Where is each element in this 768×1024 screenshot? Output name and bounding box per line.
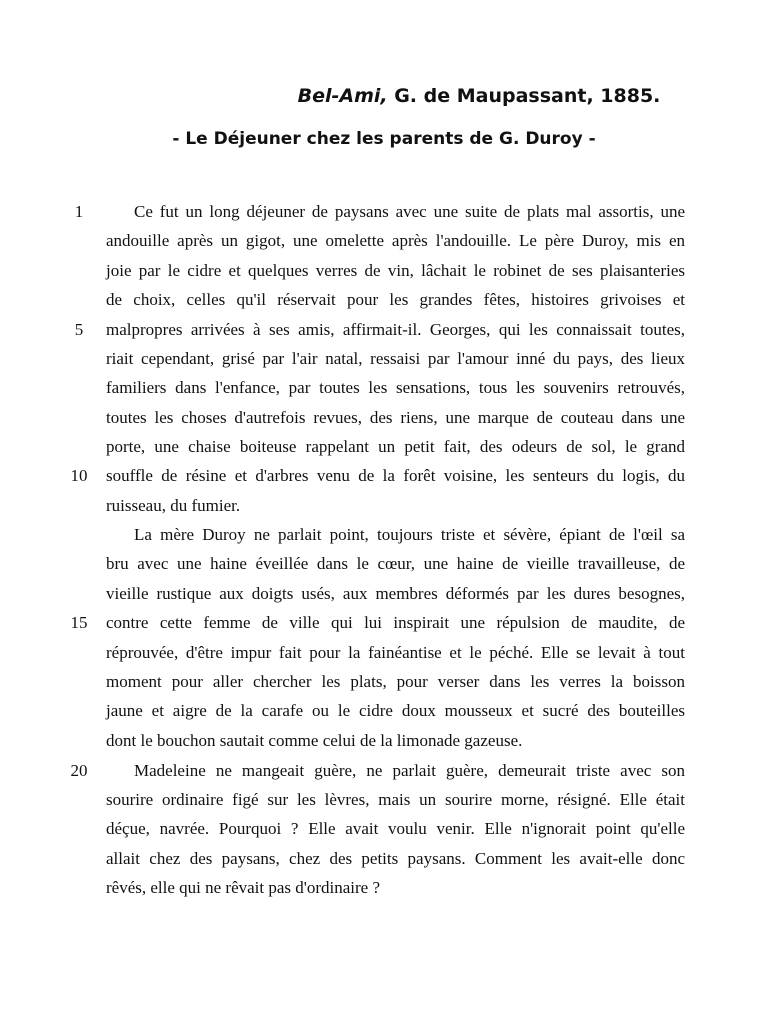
text-line: dont le bouchon sautait comme celui de la limonade gazeuse. bbox=[106, 731, 523, 750]
text-line: familiers dans l'enfance, par toutes les sensations, tous les souvenirs retrouvés, bbox=[106, 378, 685, 397]
text-line: jaune et aigre de la carafe ou le cidre doux mousseux et sucré des bouteilles bbox=[106, 701, 685, 720]
text-line: allait chez des paysans, chez des petits paysans. Comment les avait-elle donc bbox=[106, 849, 685, 868]
text-line: joie par le cidre et quelques verres de vin, lâchait le robinet de ses plaisanteries bbox=[106, 261, 685, 280]
line-number: 20 bbox=[70, 761, 88, 780]
text-line: ruisseau, du fumier. bbox=[106, 496, 241, 515]
text-line: déçue, navrée. Pourquoi ? Elle avait voulu venir. Elle n'ignorait point qu'elle bbox=[106, 819, 685, 838]
line-number: 5 bbox=[74, 320, 84, 339]
document-subtitle: - Le Déjeuner chez les parents de G. Duroy - bbox=[172, 129, 596, 149]
text-line: porte, une chaise boiteuse rappelant un petit fait, des odeurs de sol, le grand bbox=[106, 437, 685, 456]
text-line: vieille rustique aux doigts usés, aux membres déformés par les dures besognes, bbox=[106, 584, 685, 603]
text-line: toutes les choses d'autrefois revues, des riens, une marque de couteau dans une bbox=[106, 408, 685, 427]
text-line: Ce fut un long déjeuner de paysans avec une suite de plats mal assortis, une bbox=[134, 202, 685, 221]
line-number: 15 bbox=[70, 613, 88, 632]
text-line: de choix, celles qu'il réservait pour les grandes fêtes, histoires grivoises et bbox=[106, 290, 685, 309]
text-line: riait cependant, grisé par l'air natal, ressaisi par l'amour inné du pays, des lieux bbox=[106, 349, 685, 368]
line-number: 1 bbox=[74, 202, 84, 221]
text-line: moment pour aller chercher les plats, pour verser dans les verres la boisson bbox=[106, 672, 685, 691]
title-rest: G. de Maupassant, 1885. bbox=[387, 85, 661, 107]
text-line: réprouvée, d'être impur fait pour la fainéantise et le péché. Elle se levait à tout bbox=[106, 643, 685, 662]
text-line: contre cette femme de ville qui lui inspirait une répulsion de maudite, de bbox=[106, 613, 685, 632]
text-line: rêvés, elle qui ne rêvait pas d'ordinaire ? bbox=[106, 878, 381, 897]
title-italic: Bel-Ami, bbox=[297, 85, 388, 107]
text-line: andouille après un gigot, une omelette après l'andouille. Le père Duroy, mis en bbox=[106, 231, 685, 250]
text-line: La mère Duroy ne parlait point, toujours triste et sévère, épiant de l'œil sa bbox=[134, 525, 685, 544]
text-line: souffle de résine et d'arbres venu de la forêt voisine, les senteurs du logis, du bbox=[106, 466, 685, 485]
text-line: bru avec une haine éveillée dans le cœur, une haine de vieille travailleuse, de bbox=[106, 554, 685, 573]
document-title bbox=[0, 82, 768, 110]
text-line: malpropres arrivées à ses amis, affirmait-il. Georges, qui les connaissait toutes, bbox=[106, 320, 685, 339]
text-line: Madeleine ne mangeait guère, ne parlait guère, demeurait triste avec son bbox=[134, 761, 685, 780]
line-number: 10 bbox=[70, 466, 88, 485]
text-line: sourire ordinaire figé sur les lèvres, mais un sourire morne, résigné. Elle était bbox=[106, 790, 685, 809]
